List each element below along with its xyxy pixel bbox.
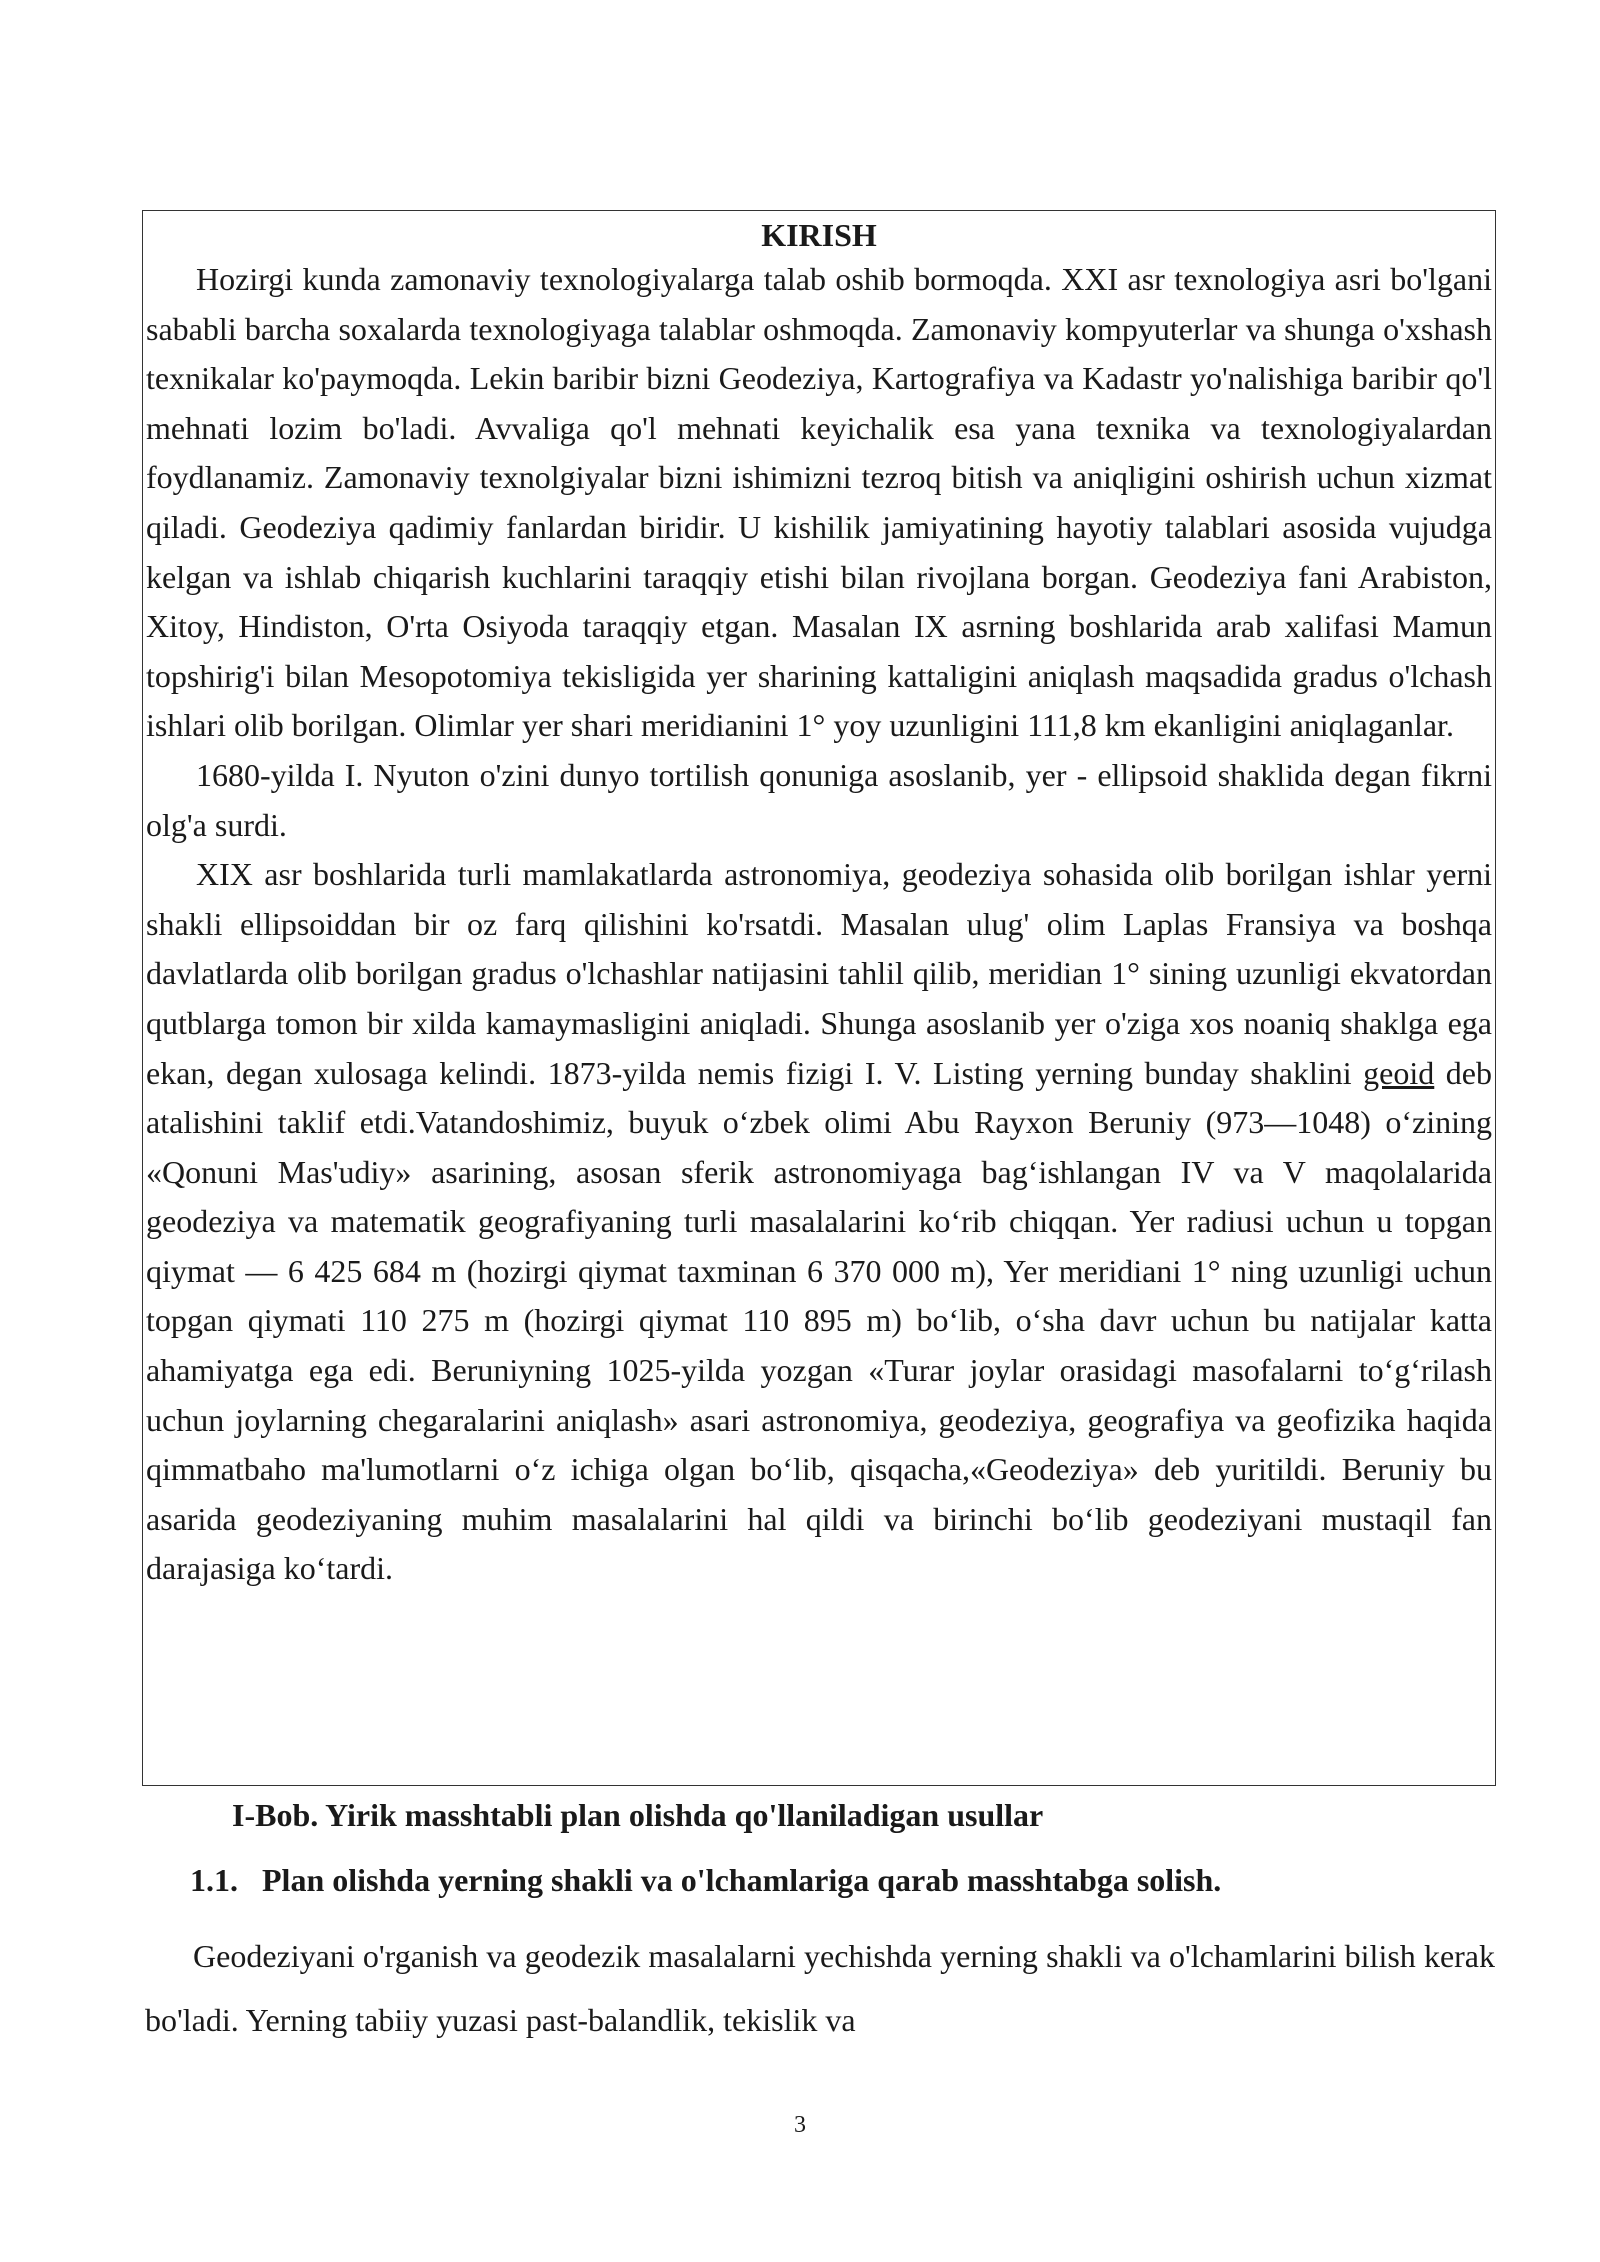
introduction-paragraph-1: Hozirgi kunda zamonaviy texnologiyalarga talab oshib bormoqda. XXI asr texnologiya asri bo'lgani sababli barcha soxalarda texnologiyaga talablar oshmoqda. Zamonaviy kompyuterlar va shunga o'xshash texnikalar ko'paymoqda. Lekin baribir bizni Geodeziya, Kartografiya va Kadastr yo'nalishiga baribir qo'l mehnati lozim bo'ladi. Avvaliga qo'l mehnati keyichalik esa yana texnika va texnologiyalardan foydlanamiz. Zamonaviy texnolgiyalar bizni ishimizni tezroq bitish va aniqligini oshirish uchun xizmat qiladi. Geodeziya qadimiy fanlardan biridir. U kishilik jamiyatining hayotiy talablari asosida vujudga kelgan va ishlab chiqarish kuchlarini taraqqiy etishi bilan rivojlana borgan. Geodeziya fani Arabiston, Xitoy, Hindiston, O'rta Osiyoda taraqqiy etgan. Masalan IX asrning boshlarida arab xalifasi Mamun topshirig'i bilan Mesopotomiya tekisligida yer sharining kattaligini aniqlash maqsadida gradus o'lchash ishlari olib borilgan. Olimlar yer shari meridianini 1° yoy uzunligini 111,8 km ekanligini aniqlaganlar. <box>146 261 1492 744</box>
introduction-paragraph-2: 1680-yilda I. Nyuton o'zini dunyo tortilish qonuniga asoslanib, yer - ellipsoid shaklida degan fikrni olg'a surdi. <box>146 756 1492 843</box>
section-number: 1.1. <box>190 1862 238 1898</box>
introduction-paragraph-3 <box>146 850 1492 1594</box>
chapter-heading: I-Bob. Yirik masshtabli plan olishda qo'llaniladigan usullar <box>232 1797 1044 1833</box>
section-heading <box>190 1860 1221 1900</box>
geoid-underlined-term: geoid <box>1363 1054 1435 1091</box>
introduction-frame <box>142 210 1496 1786</box>
paragraph-text-end: deb atalishini taklif etdi.Vatandoshimiz, buyuk o‘zbek olimi Abu Rayxon Beruniy (973—1048) o‘zining «Qonuni Mas'udiy» asarining, asosan sferik astronomiyaga bag‘ishlangan IV va V maqolalarida geodeziya va matematik geografiyaning turli masalalarini ko‘rib chiqqan. Yer radiusi uchun u topgan qiymat — 6 425 684 m (hozirgi qiymat taxminan 6 370 000 m), Yer meridiani 1° ning uzunligi uchun topgan qiymati 110 275 m (hozirgi qiymat 110 895 m) bo‘lib, o‘sha davr uchun bu natijalar katta ahamiyatga ega edi. Beruniyning 1025-yilda yozgan «Turar joylar orasidagi masofalarni to‘g‘rilash uchun joylarning chegaralarini aniqlash» asari astronomiya, geodeziya, geografiya va geofizika haqida qimmatbaho ma'lumotlarni o‘z ichiga olgan bo‘lib, qisqacha,«Geodeziya» deb yuritildi. Beruniy bu asarida geodeziyaning muhim masalalarini hal qildi va birinchi bo‘lib geodeziyani mustaqil fan darajasiga ko‘tardi. <box>146 1054 1493 1587</box>
introduction-title: KIRISH <box>761 217 877 253</box>
body-paragraph: Geodeziyani o'rganish va geodezik masalalarni yechishda yerning shakli va o'lchamlarini bilish kerak bo'ladi. Yerning tabiiy yuzasi past-balandlik, tekislik va <box>145 1938 1495 2038</box>
page-number: 3 <box>794 2112 806 2138</box>
paragraph-text-start: XIX asr boshlarida turli mamlakatlarda astronomiya, geodeziya sohasida olib borilgan ishlar yerni shakli ellipsoiddan bir oz farq qilishini ko'rsatdi. Masalan ulug' olim Laplas Fransiya va boshqa davlatlarda olib borilgan gradus o'lchashlar natijasini tahlil qilib, meridian 1° sining uzunligi ekvatordan qutblarga tomon bir xilda kamaymasligini aniqladi. Shunga asoslanib yer o'ziga xos noaniq shaklga ega ekan, degan xulosaga kelindi. 1873-yilda nemis fizigi I. V. Listing yerning bunday shaklini <box>146 856 1492 1091</box>
section-title: Plan olishda yerning shakli va o'lchamlariga qarab masshtabga solish. <box>262 1862 1222 1898</box>
